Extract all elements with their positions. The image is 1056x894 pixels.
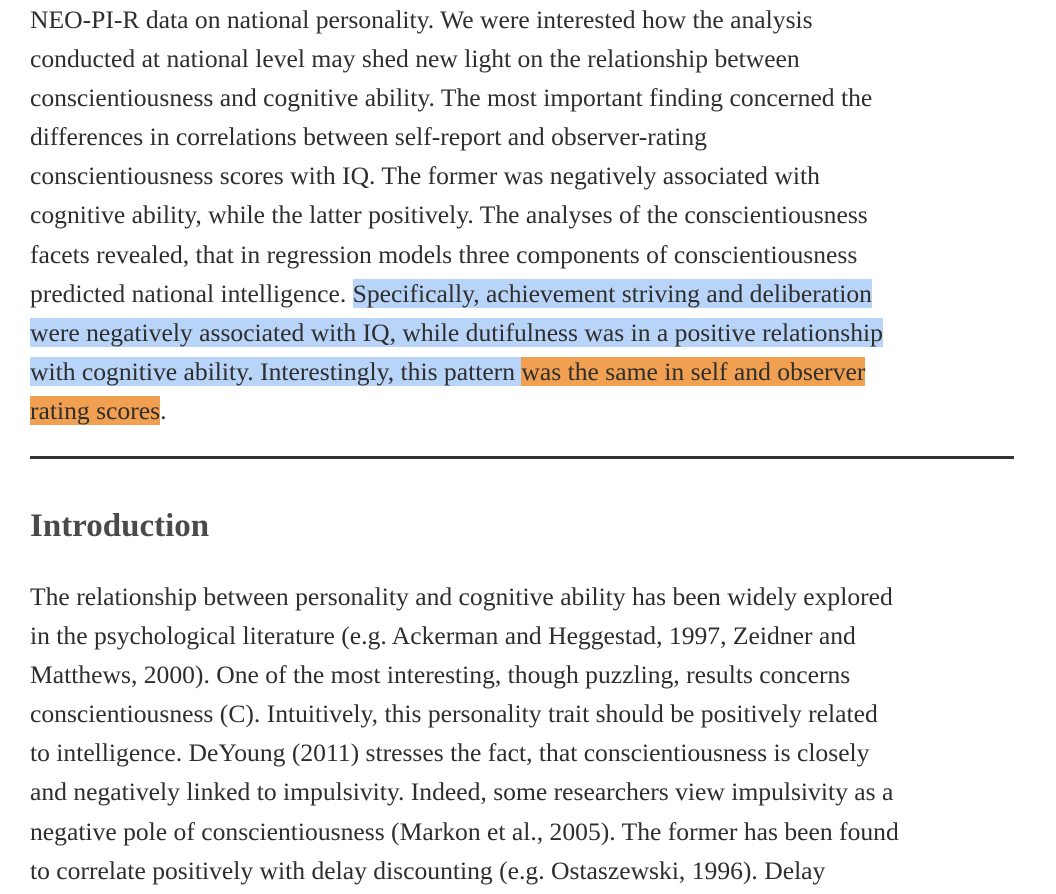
intro-line: to intelligence. DeYoung (2011) stresses the fact, that conscientiousness is closely (30, 738, 870, 768)
abstract-line: facets revealed, that in regression models three components of conscientiousness (30, 239, 858, 269)
intro-line: Matthews, 2000). One of the most interesting, though puzzling, results concerns (30, 660, 851, 690)
intro-line: in the psychological literature (e.g. Ackerman and Heggestad, 1997, Zeidner and (30, 621, 856, 651)
section-heading: Introduction (30, 508, 210, 544)
abstract-line (30, 391, 1020, 430)
abstract-line: conscientiousness and cognitive ability. The most important finding concerned the (30, 83, 873, 113)
abstract-line (30, 274, 1020, 313)
intro-line: The relationship between personality and cognitive ability has been widely explored (30, 582, 893, 611)
abstract-line: differences in correlations between self-report and observer-rating (30, 122, 707, 152)
abstract-line: conducted at national level may shed new light on the relationship between (30, 44, 800, 74)
annotation-highlight[interactable]: was the same in self and observer (521, 356, 866, 386)
abstract-line (30, 313, 1020, 352)
intro-line: to correlate positively with delay discounting (e.g. Ostaszewski, 1996). Delay (30, 855, 826, 885)
abstract-line: cognitive ability, while the latter positively. The analyses of the conscientiousness (30, 200, 868, 230)
abstract-line: conscientiousness scores with IQ. The former was negatively associated with (30, 161, 820, 191)
annotation-highlight[interactable]: rating scores (30, 395, 161, 425)
introduction-paragraph (30, 577, 1020, 890)
abstract-paragraph (30, 0, 1020, 430)
abstract-line (30, 352, 1020, 391)
selection-highlight[interactable]: were negatively associated with IQ, while dutifulness was in a positive relationship (30, 317, 883, 347)
intro-line: and negatively linked to impulsivity. Indeed, some researchers view impulsivity as a (30, 777, 894, 807)
section-divider (30, 456, 1014, 459)
abstract-line: NEO-PI-R data on national personality. We were interested how the analysis (30, 5, 813, 34)
intro-line: negative pole of conscientiousness (Markon et al., 2005). The former has been found (30, 816, 899, 846)
selection-highlight[interactable]: with cognitive ability. Interestingly, this pattern (30, 356, 522, 386)
abstract-text: predicted national intelligence. (30, 278, 353, 308)
selection-highlight[interactable]: Specifically, achievement striving and deliberation (352, 278, 872, 308)
abstract-text: . (160, 395, 167, 425)
intro-line: conscientiousness (C). Intuitively, this personality trait should be positively related (30, 699, 878, 729)
